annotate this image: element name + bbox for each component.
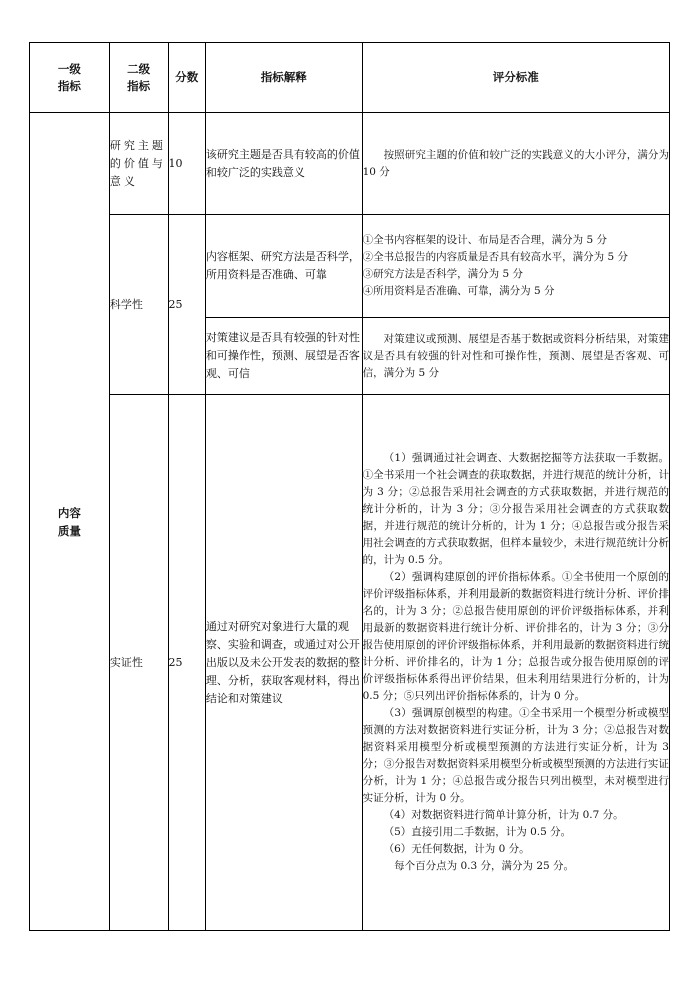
criteria-item-2: （2）强调构建原创的评价指标体系。①全书使用一个原创的评价评级指标体系，并利用最新的数据资料进行统计分析、评价排名的，计为 3 分；②总报告使用原创的评价评级指标体系，并利用最新的数据资料进行统计分析、评价排名的，计为 3 分；③分报告使用原创的评价评级指标体系，并利用最新的数据资料进行统计分析、评价排名的，计为 1 分；总报告或分报告使用原创的评价评级指标体系得出评价结果，但未利用结果进行分析的，计为 0.5 分；⑤只列出评价指标体系的，计为 0 分。 — [362, 571, 669, 702]
table-row — [30, 113, 670, 215]
score-cell: 10 — [168, 113, 205, 215]
header-criteria: 评分标准 — [362, 43, 669, 113]
criteria-cell — [362, 395, 669, 931]
criteria-cell — [362, 113, 669, 215]
table-row — [30, 395, 670, 931]
explanation-cell: 该研究主题是否具有较高的价值和较广泛的实践意义 — [205, 113, 362, 215]
level1-content-quality: 内容 质量 — [30, 113, 110, 931]
criteria-line: ②全书总报告的内容质量是否具有较高水平，满分为 5 分 — [362, 251, 628, 263]
criteria-item-4: （4）对数据资料进行简单计算分析，计为 0.7 分。 — [383, 809, 624, 821]
table-row — [30, 215, 670, 318]
criteria-line: ①全书内容框架的设计、布局是否合理，满分为 5 分 — [362, 234, 607, 246]
criteria-line: ④所用资料是否准确、可靠，满分为 5 分 — [362, 285, 555, 297]
criteria-cell — [362, 318, 669, 395]
explanation-cell: 内容框架、研究方法是否科学，所用资料是否准确、可靠 — [205, 215, 362, 318]
explanation-cell: 通过对研究对象进行大量的观察、实验和调查，或通过对公开出版以及未公开发表的数据的整理、分析，获取客观材料，得出结论和对策建议 — [205, 395, 362, 931]
header-level1: 一级 指标 — [30, 43, 110, 113]
criteria-item-6: （6）无任何数据，计为 0 分。 — [383, 843, 530, 855]
header-score: 分数 — [168, 43, 205, 113]
criteria-summary: 每个百分点为 0.3 分，满分为 25 分。 — [394, 860, 575, 872]
level2-empirical: 实证性 — [109, 395, 168, 931]
level2-research-value: 研究主题的价值与意义 — [109, 113, 168, 215]
evaluation-criteria-table — [29, 42, 670, 931]
criteria-item-3: （3）强调原创模型的构建。①全书采用一个模型分析或模型预测的方法对数据资料进行实证分析，计为 3 分；②总报告对数据资料采用模型分析或模型预测的方法进行实证分析，计为 3 分；③分报告对数据资料采用模型分析或模型预测的方法进行实证分析，计为 1 分；④总报告或分报告只列出模型，未对模型进行实证分析，计为 0 分。 — [362, 707, 669, 804]
criteria-text: 按照研究主题的价值和较广泛的实践意义的大小评分，满分为 10 分 — [362, 148, 669, 178]
header-explanation: 指标解释 — [205, 43, 362, 113]
criteria-item-5: （5）直接引用二手数据，计为 0.5 分。 — [383, 826, 572, 838]
header-level2: 二级 指标 — [109, 43, 168, 113]
criteria-item-1: （1）强调通过社会调查、大数据挖掘等方法获取一手数据。①全书采用一个社会调查的获取数据，并进行规范的统计分析，计为 3 分；②总报告采用社会调查的方式获取数据，并进行规范的统计分析的，计为 3 分；③分报告采用社会调查的方式获取数据，并进行规范的统计分析的，计为 1 分；④总报告或分报告采用社会调查的方式获取数据，但样本量较少，未进行规范统计分析的，计为 0.5 分。 — [362, 452, 669, 566]
criteria-cell — [362, 215, 669, 318]
level2-scientific: 科学性 — [109, 215, 168, 395]
criteria-text: 对策建议或预测、展望是否基于数据或资料分析结果，对策建议是否具有较强的针对性和可操作性，预测、展望是否客观、可信，满分为 5 分 — [362, 332, 669, 379]
explanation-cell: 对策建议是否具有较强的针对性和可操作性，预测、展望是否客观、可信 — [205, 318, 362, 395]
score-cell: 25 — [168, 215, 205, 395]
criteria-line: ③研究方法是否科学，满分为 5 分 — [362, 268, 523, 280]
header-row — [30, 43, 670, 113]
score-cell: 25 — [168, 395, 205, 931]
